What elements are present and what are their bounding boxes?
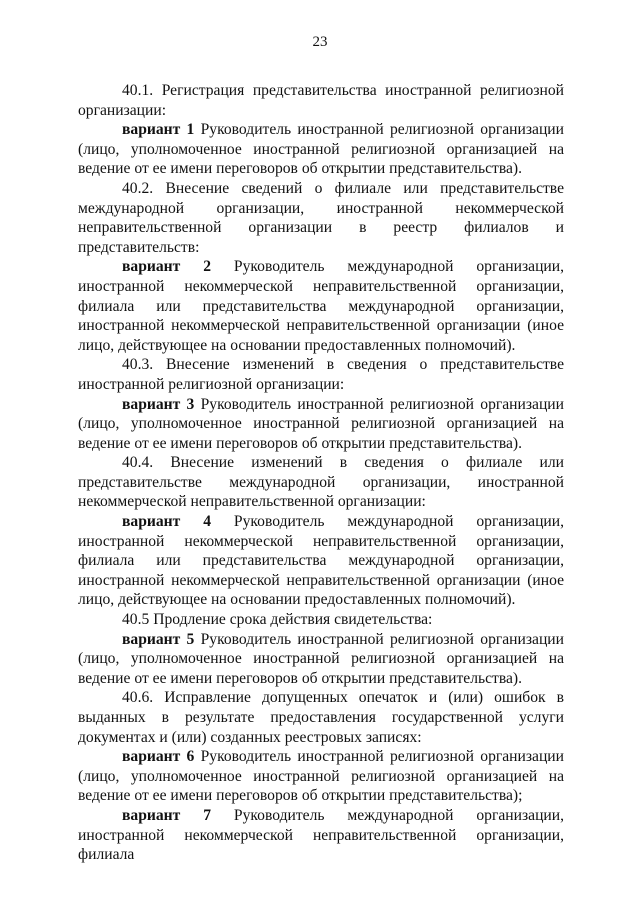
variant-label: вариант 5 bbox=[122, 630, 195, 648]
paragraph-text: Руководитель международной организации, иностранной некоммерческой неправительственной организации, филиала bbox=[78, 806, 565, 864]
paragraph-variant-5 bbox=[78, 630, 564, 689]
document-body bbox=[78, 81, 564, 865]
variant-label: вариант 6 bbox=[122, 748, 195, 766]
variant-label: вариант 3 bbox=[122, 395, 195, 413]
paragraph-40-3 bbox=[78, 355, 564, 394]
paragraph-variant-3 bbox=[78, 395, 564, 454]
paragraph-40-5 bbox=[78, 610, 564, 630]
paragraph-variant-7 bbox=[78, 806, 564, 865]
paragraph-variant-2 bbox=[78, 257, 564, 355]
variant-label: вариант 1 bbox=[122, 121, 195, 139]
paragraph-text: Руководитель международной организации, иностранной некоммерческой неправительственной организации, филиала или представительства международной организации, иностранной некоммерческой неправительственной организации (иное лицо, действующее на основании предоставленных полномочий). bbox=[78, 513, 565, 609]
paragraph-text: Руководитель иностранной религиозной организации (лицо, уполномоченное иностранной религиозной организацией на ведение от ее имени переговоров об открытии представительства). bbox=[78, 121, 564, 178]
paragraph-text: 40.6. Исправление допущенных опечаток и (или) ошибок в выданных в результате предоставления государственной услуги документах и (или) созданных реестровых записях: bbox=[78, 689, 564, 746]
paragraph-40-4 bbox=[78, 453, 564, 512]
variant-label: вариант 4 bbox=[122, 513, 212, 531]
paragraph-variant-4 bbox=[78, 512, 564, 610]
variant-label: вариант 2 bbox=[122, 258, 212, 276]
paragraph-text: Руководитель иностранной религиозной организации (лицо, уполномоченное иностранной религиозной организацией на ведение от ее имени переговоров об открытии представительства). bbox=[78, 630, 564, 687]
paragraph-40-1 bbox=[78, 81, 564, 120]
paragraph-text: 40.2. Внесение сведений о филиале или представительстве международной организации, иностранной некоммерческой неправительственной организации в реестр филиалов и представительств: bbox=[78, 179, 564, 256]
paragraph-variant-6 bbox=[78, 747, 564, 806]
paragraph-text: Руководитель международной организации, иностранной некоммерческой неправительственной организации, филиала или представительства международной организации, иностранной некоммерческой неправительственной организации (иное лицо, действующее на основании предоставленных полномочий). bbox=[78, 258, 565, 354]
paragraph-text: 40.3. Внесение изменений в сведения о представительстве иностранной религиозной организации: bbox=[78, 356, 564, 393]
paragraph-text: Руководитель иностранной религиозной организации (лицо, уполномоченное иностранной религиозной организацией на ведение от ее имени переговоров об открытии представительства); bbox=[78, 748, 564, 805]
paragraph-variant-1 bbox=[78, 120, 564, 179]
paragraph-text: 40.4. Внесение изменений в сведения о филиале или представительстве международной организации, иностранной некоммерческой неправительственной организации: bbox=[78, 454, 564, 511]
variant-label: вариант 7 bbox=[122, 806, 212, 824]
paragraph-text: 40.1. Регистрация представительства иностранной религиозной организации: bbox=[78, 82, 564, 119]
paragraph-text: Руководитель иностранной религиозной организации (лицо, уполномоченное иностранной религиозной организацией на ведение от ее имени переговоров об открытии представительства). bbox=[78, 395, 564, 452]
paragraph-40-2 bbox=[78, 179, 564, 257]
paragraph-40-6 bbox=[78, 688, 564, 747]
page-number: 23 bbox=[312, 34, 328, 50]
paragraph-text: 40.5 Продление срока действия свидетельства: bbox=[122, 611, 433, 629]
